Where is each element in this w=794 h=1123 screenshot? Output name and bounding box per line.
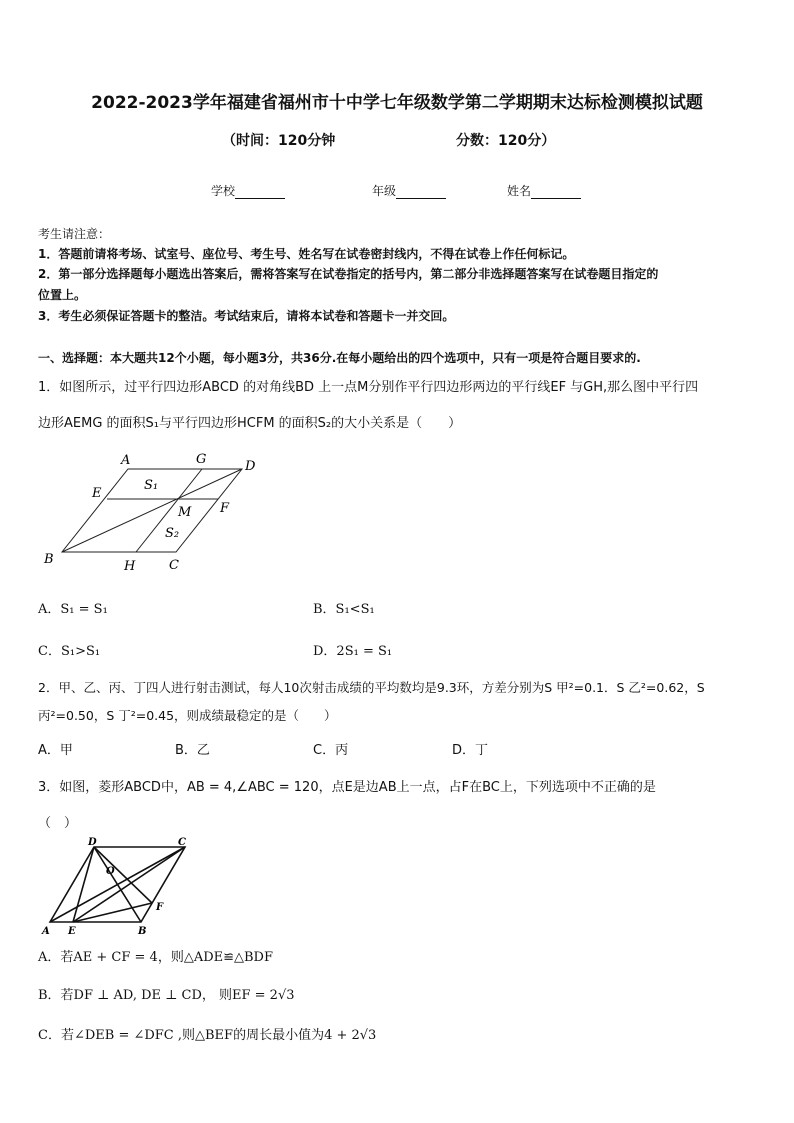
q2-stem-line1: 2．甲、乙、丙、丁四人进行射击测试，每人10次射击成绩的平均数均是9.3环，方差分别为S 甲²=0.1．S 乙²=0.62，S: [38, 680, 705, 695]
q3-rhombus-figure: [40, 836, 200, 938]
q1-stem-line1: 1．如图所示，过平行四边形ABCD 的对角线BD 上一点M分别作平行四边形两边的平行线EF 与GH,那么图中平行四: [38, 380, 699, 395]
q2-option-c: C．丙: [313, 743, 349, 758]
label-d: D: [88, 837, 97, 848]
grade-label: 年级: [372, 184, 397, 198]
segment-ec: [73, 847, 185, 922]
label-d: D: [245, 459, 256, 474]
grade-field: [372, 182, 446, 199]
name-blank: [531, 186, 581, 199]
label-b: B: [138, 926, 147, 937]
name-label: 姓名: [507, 184, 532, 198]
school-field: [211, 182, 285, 199]
label-a: A: [42, 926, 50, 937]
q2-stem-line2: 丙²=0.50，S 丁²=0.45，则成绩最稳定的是（ ）: [38, 708, 337, 723]
note-1: 1．答题前请将考场、试室号、座位号、考生号、姓名写在试卷密封线内，不得在试卷上作任何标记。: [38, 247, 575, 261]
label-h: H: [124, 559, 136, 574]
label-a: A: [121, 453, 131, 468]
q2-option-d: D．丁: [452, 743, 489, 758]
label-g: G: [196, 452, 207, 467]
label-s2: S₂: [165, 526, 180, 541]
note-2b: 位置上。: [38, 288, 87, 302]
q1-parallelogram-figure: [40, 448, 270, 578]
label-o: O: [106, 866, 115, 877]
q1-option-b: B．S₁<S₁: [313, 602, 375, 617]
q1-option-a: A．S₁ = S₁: [38, 602, 108, 617]
q1-option-c: C．S₁>S₁: [38, 644, 101, 659]
q1-stem-line2: 边形AEMG 的面积S₁与平行四边形HCFM 的面积S₂的大小关系是（ ）: [38, 416, 462, 431]
section-heading: 一、选择题：本大题共12个小题，每小题3分，共36分.在每小题给出的四个选项中，只有一项是符合题目要求的.: [38, 351, 641, 365]
q1-option-d: D．2S₁ = S₁: [313, 644, 393, 659]
label-b: B: [44, 552, 54, 567]
label-f: F: [156, 902, 164, 913]
note-3: 3．考生必须保证答题卡的整洁。考试结束后，请将本试卷和答题卡一并交回。: [38, 309, 455, 323]
grade-blank: [396, 186, 446, 199]
label-f: F: [220, 501, 230, 516]
label-c: C: [178, 837, 186, 848]
q3-stem-line1: 3．如图，菱形ABCD中，AB = 4,∠ABC = 120，点E是边AB上一点，占F在BC上，下列选项中不正确的是: [38, 780, 656, 795]
q3-stem-line2: （ ）: [38, 816, 78, 831]
note-2a: 2．第一部分选择题每小题选出答案后，需将答案写在试卷指定的括号内，第二部分非选择题答案写在试卷题目指定的: [38, 267, 659, 281]
exam-score: 分数：120分）: [456, 133, 556, 149]
label-m: M: [178, 505, 192, 520]
label-e: E: [92, 486, 102, 501]
q3-option-b: B．若DF ⊥ AD, DE ⊥ CD， 则EF = 2√3: [38, 988, 295, 1003]
q3-option-a: A．若AE + CF = 4，则△ADE≌△BDF: [38, 950, 274, 965]
page-title: 2022-2023学年福建省福州市十中学七年级数学第二学期期末达标检测模拟试题: [91, 93, 703, 113]
school-label: 学校: [211, 184, 236, 198]
exam-time: （时间：120分钟: [222, 133, 336, 149]
name-field: [507, 182, 581, 199]
q2-option-b: B．乙: [175, 743, 210, 758]
label-e: E: [68, 926, 76, 937]
notes-heading: 考生请注意：: [38, 227, 111, 241]
school-blank: [235, 186, 285, 199]
q2-option-a: A．甲: [38, 743, 73, 758]
label-s1: S₁: [144, 478, 159, 493]
q3-option-c: C．若∠DEB = ∠DFC ,则△BEF的周长最小值为4 + 2√3: [38, 1028, 377, 1043]
label-c: C: [169, 558, 179, 573]
